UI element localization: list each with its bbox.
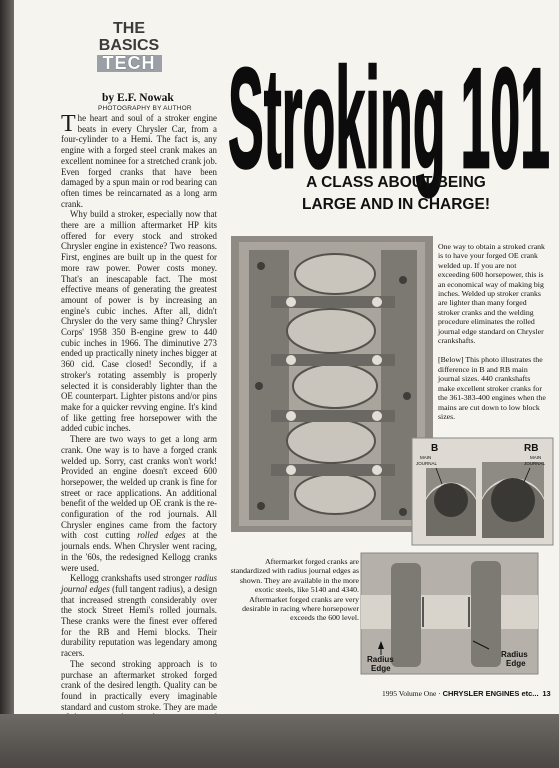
paragraph-3: There are two ways to get a long arm crank. One way is to have a forged crank welded up. Sorry, cast cranks won't work! Provided an engine doesn't exceed 600 horsepower, the welded up crank is fine for street or race applications. An additional benefit of the welded up OE crank is the re-configuration of the rod journals. All Chrysler engines came from the factory with cost cutting rolled edges at the journals ends. When Chrysler went racing, in the '60s, the redesigned Kellogg cranks were used. (61, 434, 217, 573)
badge-line-3: TECH (97, 55, 162, 72)
photo-credit: PHOTOGRAPHY BY AUTHOR (98, 105, 192, 112)
crank-radius-edge-photo (361, 553, 538, 674)
basics-tech-badge (84, 20, 174, 73)
paragraph-2: Why build a stroker, especially now that there are a million aftermarket HP kits offered for every stock and stroked Chrysler engine in existence? Two reasons. First, engines are built up in the quest for more raw power. Power costs money. That's an inescapable fact. The most effective means of generating the greatest amount of power is by increasing an engine's cubic inches. After all, didn't Chrysler do the very same thing? Chrysler Corps' 1958 350 B-engine grew to 440 cubic inches in 1966. The diminutive 273 ended up practically ninety inches bigger at 360 cid. Case closed! Secondly, if a stroker's rotating assembly is properly selected it is considerably lighter than the OE counterpart. Lighter pistons and/or pins make for a quicker revving engine. It's kind of like getting free horsepower with the added cubic inches. (61, 209, 217, 434)
article-body (61, 113, 217, 734)
title-text: Stroking 101 (228, 38, 550, 199)
svg-text:Edge: Edge (371, 664, 391, 673)
main-journal-comparison-photo (412, 438, 553, 545)
b-label: B (431, 443, 439, 454)
badge-line-1: THE (113, 20, 145, 37)
svg-text:JOURNAL: JOURNAL (416, 461, 438, 466)
engine-block-photo (231, 236, 433, 532)
rb-label: RB (524, 443, 539, 454)
photo-caption-2: Aftermarket forged cranks are standardized with radius journal edges as shown. They are available in the more exotic steels, like 5140 and 4340. Aftermarket forged cranks are very desirable in racing where horsepower exceeds the 600 level. (230, 557, 359, 623)
badge-line-2: BASICS (98, 37, 160, 54)
radius-label-left: Radius (367, 655, 394, 664)
author-byline: by E.F. Nowak (102, 92, 174, 104)
magazine-page (14, 0, 559, 714)
page-footer: 1995 Volume One · CHRYSLER ENGINES etc... 13 (382, 689, 551, 698)
paragraph-4: Kellogg crankshafts used stronger radius journal edges (full tangent radius), a design that increased strength considerably over the stock Street Hemi's rolled journals. These cranks were the finest ever offered for the RB and Hemi blocks. Their durability reputation was legendary among racers. (61, 573, 218, 659)
svg-text:Edge: Edge (506, 659, 526, 668)
article-subtitle: A CLASS ABOUT BEING LARGE AND IN CHARGE! (301, 174, 490, 213)
svg-text:JOURNAL: JOURNAL (524, 461, 546, 466)
drop-cap: T (61, 111, 76, 137)
photo-caption-1: One way to obtain a stroked crank is to have your forged OE crank welded up. If you are not exceeding 600 horsepower, this is an economical way of making big inches. Welded up stroker cranks are lighter than many forged stroker cranks and the welding procedure eliminates the rolled journal edge standard on Chrysler crankshafts. [Below] This photo illustrates the difference in B and RB main journal sizes. 440 crankshafts make excellent stroker cranks for the 361-383-400 engines when the mains are cut down to low block sizes. (438, 242, 546, 421)
desk-background (0, 714, 559, 768)
svg-text:MAIN: MAIN (530, 455, 542, 460)
paragraph-1: The heart and soul of a stroker engine beats in every Chrysler Car, from a four-cylinder to a Hemi. The fact is, any engine with a forged steel crank makes an excellent nominee for a stretched crank job. Even forged cranks that have been damaged by a spun main or rod bearing can often times be reincarnated as a long arm crank. (61, 111, 217, 209)
radius-label-right: Radius (501, 650, 528, 659)
paragraph-5: The second stroking approach is to purchase an aftermarket stroked forged crank of the desired length. Quality can be found in practically every imaginable standard and custom stroke. They are made (61, 658, 217, 712)
svg-text:MAIN: MAIN (420, 455, 432, 460)
